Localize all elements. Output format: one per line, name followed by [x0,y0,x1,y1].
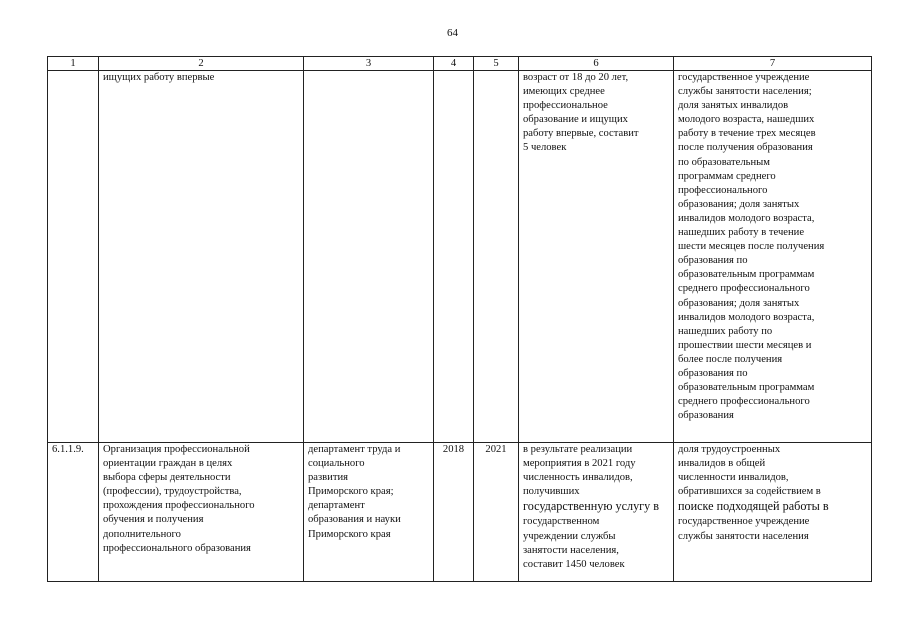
cell-measure-name: Организация профессиональной ориентации граждан в целях выбора сферы деятельности (профессии), трудоустройства, прохождения профессионального обучения и получения дополнительного профессионального образования [99,443,304,582]
cell-start-year [434,71,474,443]
column-number-4: 4 [434,57,474,71]
cell-end-year: 2021 [474,443,519,582]
cell-end-year [474,71,519,443]
cell-start-year: 2018 [434,443,474,582]
indicator-text-1: доля трудоустроенных инвалидов в общей численности инвалидов, обратившихся за содействием в [678,444,821,498]
indicator-text-2: поиске подходящей работы в [678,499,829,514]
column-number-7: 7 [674,57,872,71]
cell-indicator: государственное учреждение службы занятости населения; доля занятых инвалидов молодого возраста, нашедших работу в течение трех месяцев после получения образования по образовательным программам среднего профессионального образования; доля занятых инвалидов молодого возраста, нашедших работу в течение шести месяцев после получения образования по образовательным программам среднего профессионального образования; доля занятых инвалидов молодого возраста, нашедших работу по прошествии шести месяцев и более после получения образования по образовательным программам среднего профессионального образования [674,71,872,443]
column-number-3: 3 [304,57,434,71]
expected-result-text-2: государственную услугу в [523,499,660,514]
column-number-6: 6 [519,57,674,71]
cell-measure-name: ищущих работу впервые [99,71,304,443]
cell-responsible: департамент труда и социального развития Приморского края; департамент образования и науки Приморского края [304,443,434,582]
cell-expected-result [519,443,674,582]
column-number-2: 2 [99,57,304,71]
page-number: 64 [447,27,458,39]
expected-result-text-3: государственном учреждении службы занятости населения, составит 1450 человек [523,516,625,570]
table-row [48,71,872,443]
cell-responsible [304,71,434,443]
column-number-row [48,57,872,71]
expected-result-text-1: в результате реализации мероприятия в 2021 году численность инвалидов, получивших [523,444,636,498]
cell-item-number [48,71,99,443]
indicator-text-3: государственное учреждение службы занятости населения [678,516,810,542]
cell-expected-result: возраст от 18 до 20 лет, имеющих среднее профессиональное образование и ищущих работу впервые, составит 5 человек [519,71,674,443]
table-row [48,443,872,582]
cell-item-number: 6.1.1.9. [48,443,99,582]
column-number-5: 5 [474,57,519,71]
cell-indicator [674,443,872,582]
measures-table [47,56,872,582]
column-number-1: 1 [48,57,99,71]
